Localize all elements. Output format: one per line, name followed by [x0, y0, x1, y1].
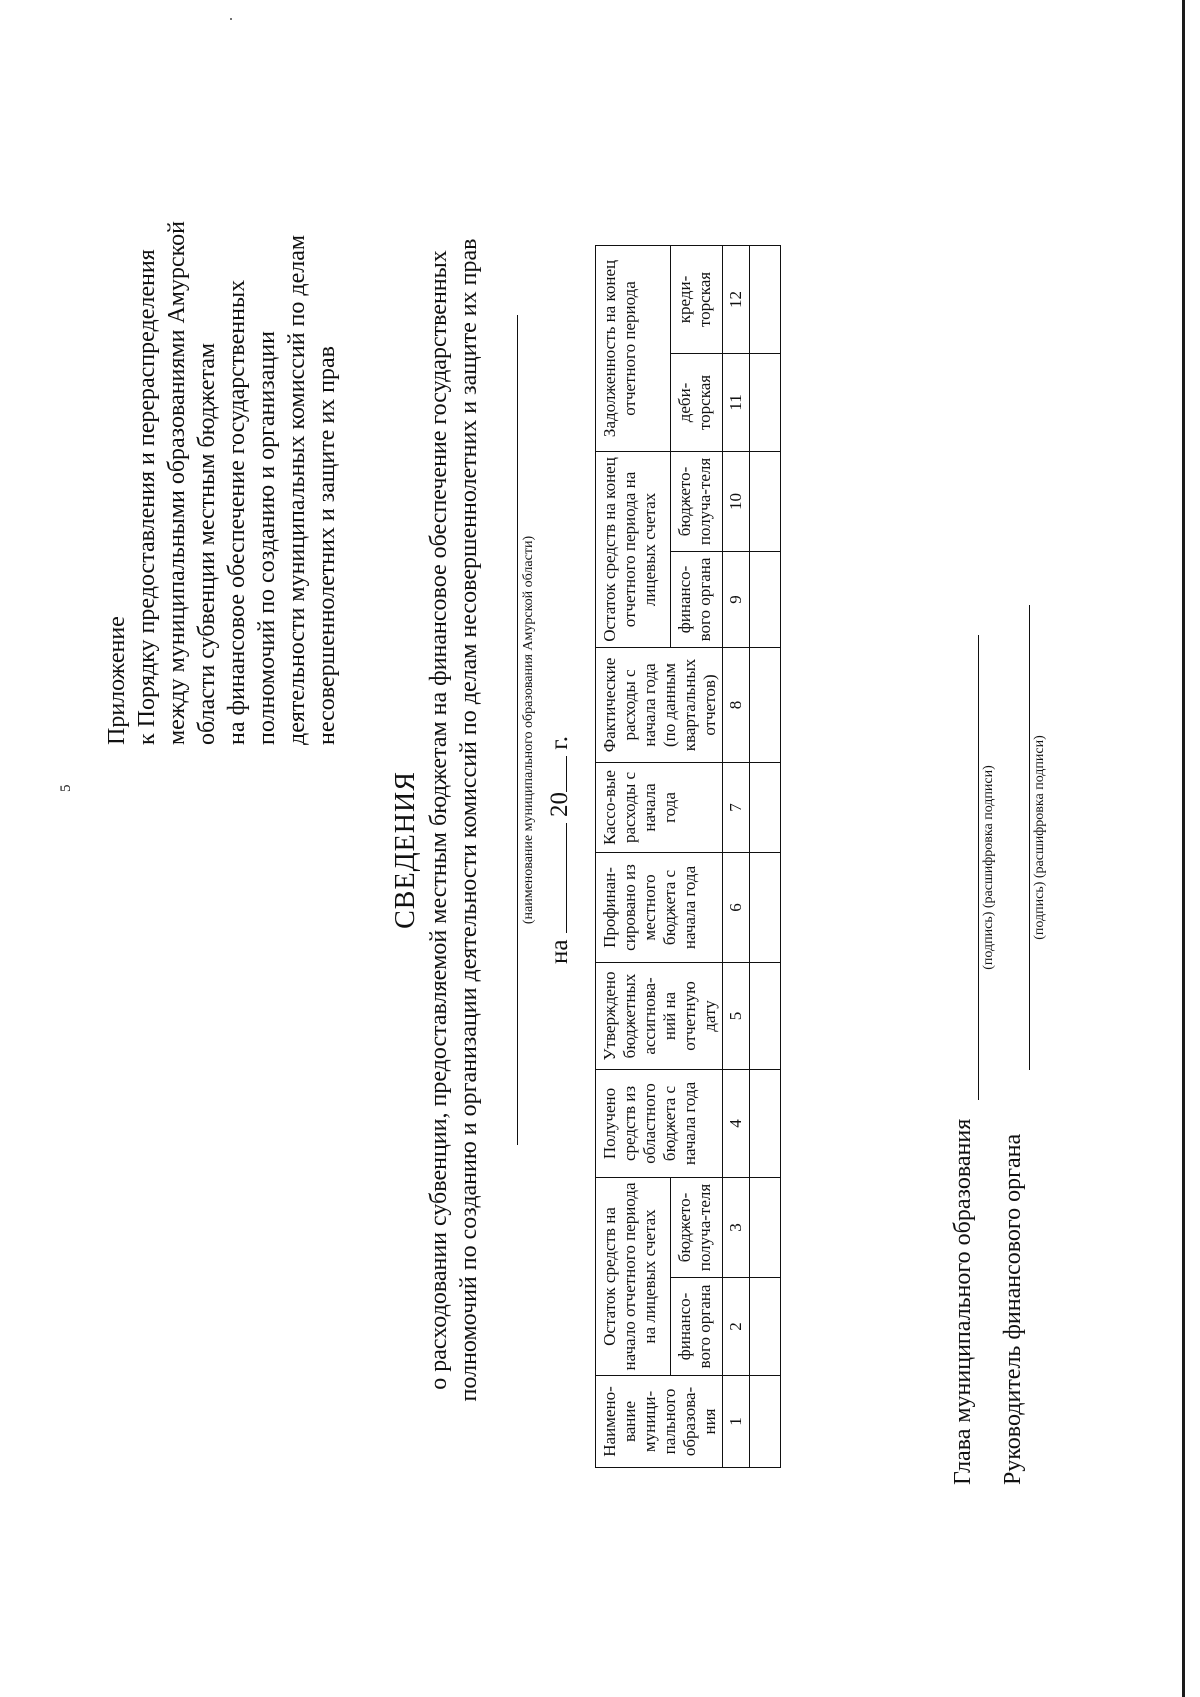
- appendix-block: [102, 85, 342, 745]
- header-debt-debit: деби-торская: [670, 353, 722, 451]
- header-debt-credit: креди-торская: [670, 245, 722, 353]
- report-date-line: [542, 50, 574, 1650]
- table-cell[interactable]: [750, 1278, 781, 1376]
- appendix-line: несовершеннолетних и защите их прав: [314, 345, 340, 745]
- date-suffix: г.: [546, 736, 573, 750]
- header-debt-end: Задолженность на конец отчетного периода: [596, 245, 671, 451]
- appendix-line: на финансовое обеспечение государственных: [224, 279, 250, 745]
- finance-signature-caption: (подпись) (расшифровка подписи): [1032, 735, 1047, 940]
- column-number: 10: [723, 451, 750, 551]
- column-number-row: [723, 245, 750, 1467]
- column-number: 4: [723, 1069, 750, 1177]
- header-start-fin-body: финансо-вого органа: [670, 1278, 722, 1376]
- year-blank-field[interactable]: [542, 756, 567, 792]
- header-balance-end: Остаток средств на конец отчетного периода на лицевых счетах: [596, 451, 671, 647]
- appendix-line: Приложение: [104, 616, 130, 745]
- header-cash-expenses: Кассо-вые расходы с начала года: [596, 762, 723, 852]
- table-cell[interactable]: [750, 551, 781, 647]
- table-cell[interactable]: [750, 353, 781, 451]
- header-end-recipient: бюджето-получа-теля: [670, 451, 722, 551]
- column-number: 6: [723, 852, 750, 962]
- report-table: [595, 245, 781, 1468]
- table-row: [750, 245, 781, 1467]
- header-approved-allocations: Утверждено бюджетных ассигнова-ний на отчетную дату: [596, 962, 723, 1069]
- column-number: 7: [723, 762, 750, 852]
- municipality-caption: (наименование муниципального образования Амурской области): [521, 535, 536, 925]
- header-financed-local: Профинан-сировано из местного бюджета с начала года: [596, 852, 723, 962]
- column-number: 5: [723, 962, 750, 1069]
- table-cell[interactable]: [750, 1069, 781, 1177]
- head-signature-label: Глава муниципального образования: [950, 1118, 976, 1485]
- table-cell[interactable]: [750, 647, 781, 762]
- column-number: 3: [723, 1177, 750, 1277]
- column-number: 1: [723, 1376, 750, 1468]
- finance-signature-field[interactable]: [1029, 605, 1030, 1070]
- document-subtitle: [424, 150, 484, 1490]
- subtitle-line: о расходовании субвенции, предоставляемой местным бюджетам на финансовое обеспечение государственных: [426, 250, 452, 1390]
- head-signature-caption: (подпись) (расшифровка подписи): [981, 765, 996, 970]
- column-number: 11: [723, 353, 750, 451]
- municipality-name-field[interactable]: [517, 315, 518, 1145]
- table-cell[interactable]: [750, 962, 781, 1069]
- date-prefix: на: [546, 939, 573, 964]
- appendix-line: области субвенции местным бюджетам: [194, 342, 220, 745]
- column-number: 9: [723, 551, 750, 647]
- header-balance-start: Остаток средств на начало отчетного периода на лицевых счетах: [596, 1177, 671, 1375]
- table-cell[interactable]: [750, 762, 781, 852]
- appendix-line: к Порядку предоставления и перераспределения: [134, 249, 160, 745]
- appendix-line: деятельности муниципальных комиссий по делам: [284, 234, 310, 745]
- subtitle-line: полномочий по созданию и организации деятельности комиссий по делам несовершеннолетних и защите их прав: [456, 238, 482, 1402]
- finance-signature-label: Руководитель финансового органа: [1000, 1133, 1026, 1485]
- date-year-prefix: 20: [546, 791, 573, 817]
- column-number: 12: [723, 245, 750, 353]
- head-signature-field[interactable]: [978, 635, 979, 1100]
- appendix-line: между муниципальными образованиями Амурской: [164, 221, 190, 745]
- header-end-fin-body: финансо-вого органа: [670, 551, 722, 647]
- table-cell[interactable]: [750, 245, 781, 353]
- document-title: СВЕДЕНИЯ: [390, 771, 421, 929]
- scan-speck: [230, 18, 232, 20]
- date-blank-field[interactable]: [542, 823, 567, 933]
- table-cell[interactable]: [750, 1376, 781, 1468]
- page-number: 5: [58, 784, 74, 792]
- table-cell[interactable]: [750, 451, 781, 551]
- rotated-document: [60, 50, 1140, 1650]
- table-cell[interactable]: [750, 1177, 781, 1277]
- table-header-row: [596, 245, 671, 1467]
- header-actual-expenses: Фактические расходы с начала года (по данным квартальных отчетов): [596, 647, 723, 762]
- header-start-recipient: бюджето-получа-теля: [670, 1177, 722, 1277]
- appendix-line: полномочий по созданию и организации: [254, 331, 280, 745]
- column-number: 8: [723, 647, 750, 762]
- column-number: 2: [723, 1278, 750, 1376]
- header-received-regional: Получено средств из областного бюджета с начала года: [596, 1069, 723, 1177]
- table-cell[interactable]: [750, 852, 781, 962]
- header-municipality-name: Наимено-вание муници-пального образова-ния: [596, 1376, 723, 1468]
- page-edge: [1182, 0, 1185, 1697]
